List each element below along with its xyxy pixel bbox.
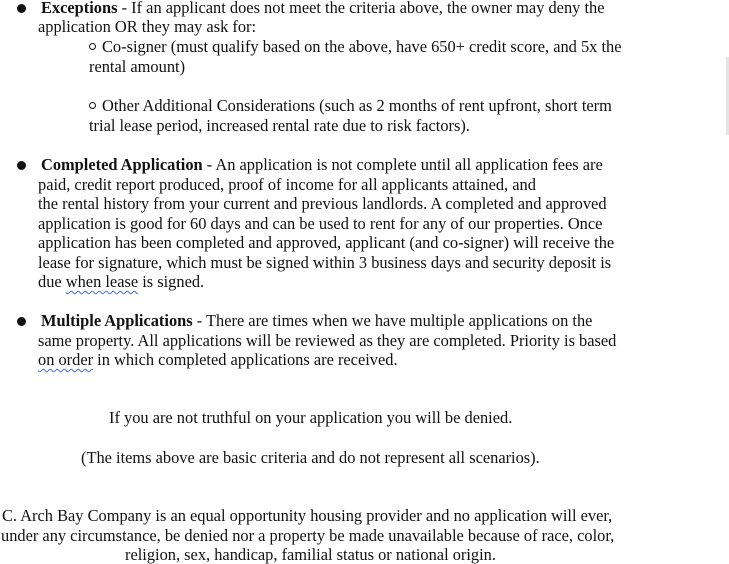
note-truthful: If you are not truthful on your application you will be denied. <box>109 408 513 427</box>
exceptions-sub-1-line-2: rental amount) <box>89 57 186 76</box>
completed-line-5: application has been completed and approved, applicant (and co-signer) will receive the <box>38 233 615 252</box>
note-basic-criteria: (The items above are basic criteria and do not represent all scenarios). <box>81 448 540 467</box>
completed-text-7a: due <box>38 272 66 291</box>
multiple-line-3 <box>38 350 398 369</box>
equal-opportunity-line-1: C. Arch Bay Company is an equal opportunity housing provider and no application will ever, <box>2 506 613 525</box>
completed-line-7 <box>38 272 204 291</box>
bullet-completed <box>17 161 26 170</box>
completed-line-4: application is good for 60 days and can be used to rent for any of our properties. Once <box>38 214 603 233</box>
exceptions-sub-2-text: Other Additional Considerations (such as 2 months of rent upfront, short term <box>102 96 612 115</box>
multiple-text-3b: in which completed applications are received. <box>93 350 398 369</box>
multiple-text-1: - There are times when we have multiple applications on the <box>192 311 593 330</box>
spellcheck-underline-on-order: on order <box>38 350 94 369</box>
completed-text-1: - An application is not complete until all application fees are <box>202 155 603 174</box>
exceptions-sub-2-line-2: trial lease period, increased rental rate due to risk factors). <box>89 116 470 135</box>
sub-bullet-circle-icon <box>89 102 96 109</box>
multiple-line-1 <box>41 311 592 330</box>
exceptions-sub-1-text: Co-signer (must qualify based on the above, have 650+ credit score, and 5x the <box>102 37 622 56</box>
completed-line-3: the rental history from your current and previous landlords. A completed and approved <box>38 194 607 213</box>
exceptions-text-1: - If an applicant does not meet the criteria above, the owner may deny the <box>117 0 605 17</box>
exceptions-sub-1-line-1 <box>89 37 621 56</box>
exceptions-line-1 <box>41 0 604 17</box>
exceptions-sub-2-line-1 <box>89 96 612 115</box>
completed-text-7c: is signed. <box>138 272 205 291</box>
exceptions-title: Exceptions <box>41 0 118 17</box>
completed-line-6: lease for signature, which must be signed within 3 business days and security deposit is <box>38 253 612 272</box>
equal-opportunity-line-2: under any circumstance, be denied nor a property be made unavailable because of race, color, <box>1 526 615 545</box>
completed-title: Completed Application <box>41 155 203 174</box>
completed-line-2: paid, credit report produced, proof of income for all applicants attained, and <box>38 175 536 194</box>
spellcheck-underline-when-lease: when lease <box>65 272 139 291</box>
sub-bullet-circle-icon <box>89 43 96 50</box>
multiple-line-2: same property. All applications will be reviewed as they are completed. Priority is based <box>38 331 617 350</box>
bullet-multiple <box>17 317 26 326</box>
multiple-title: Multiple Applications <box>41 311 193 330</box>
equal-opportunity-line-3: religion, sex, handicap, familial status or national origin. <box>125 545 496 564</box>
completed-line-1 <box>41 155 603 174</box>
exceptions-line-2: application OR they may ask for: <box>38 17 257 36</box>
bullet-exceptions <box>17 4 26 13</box>
